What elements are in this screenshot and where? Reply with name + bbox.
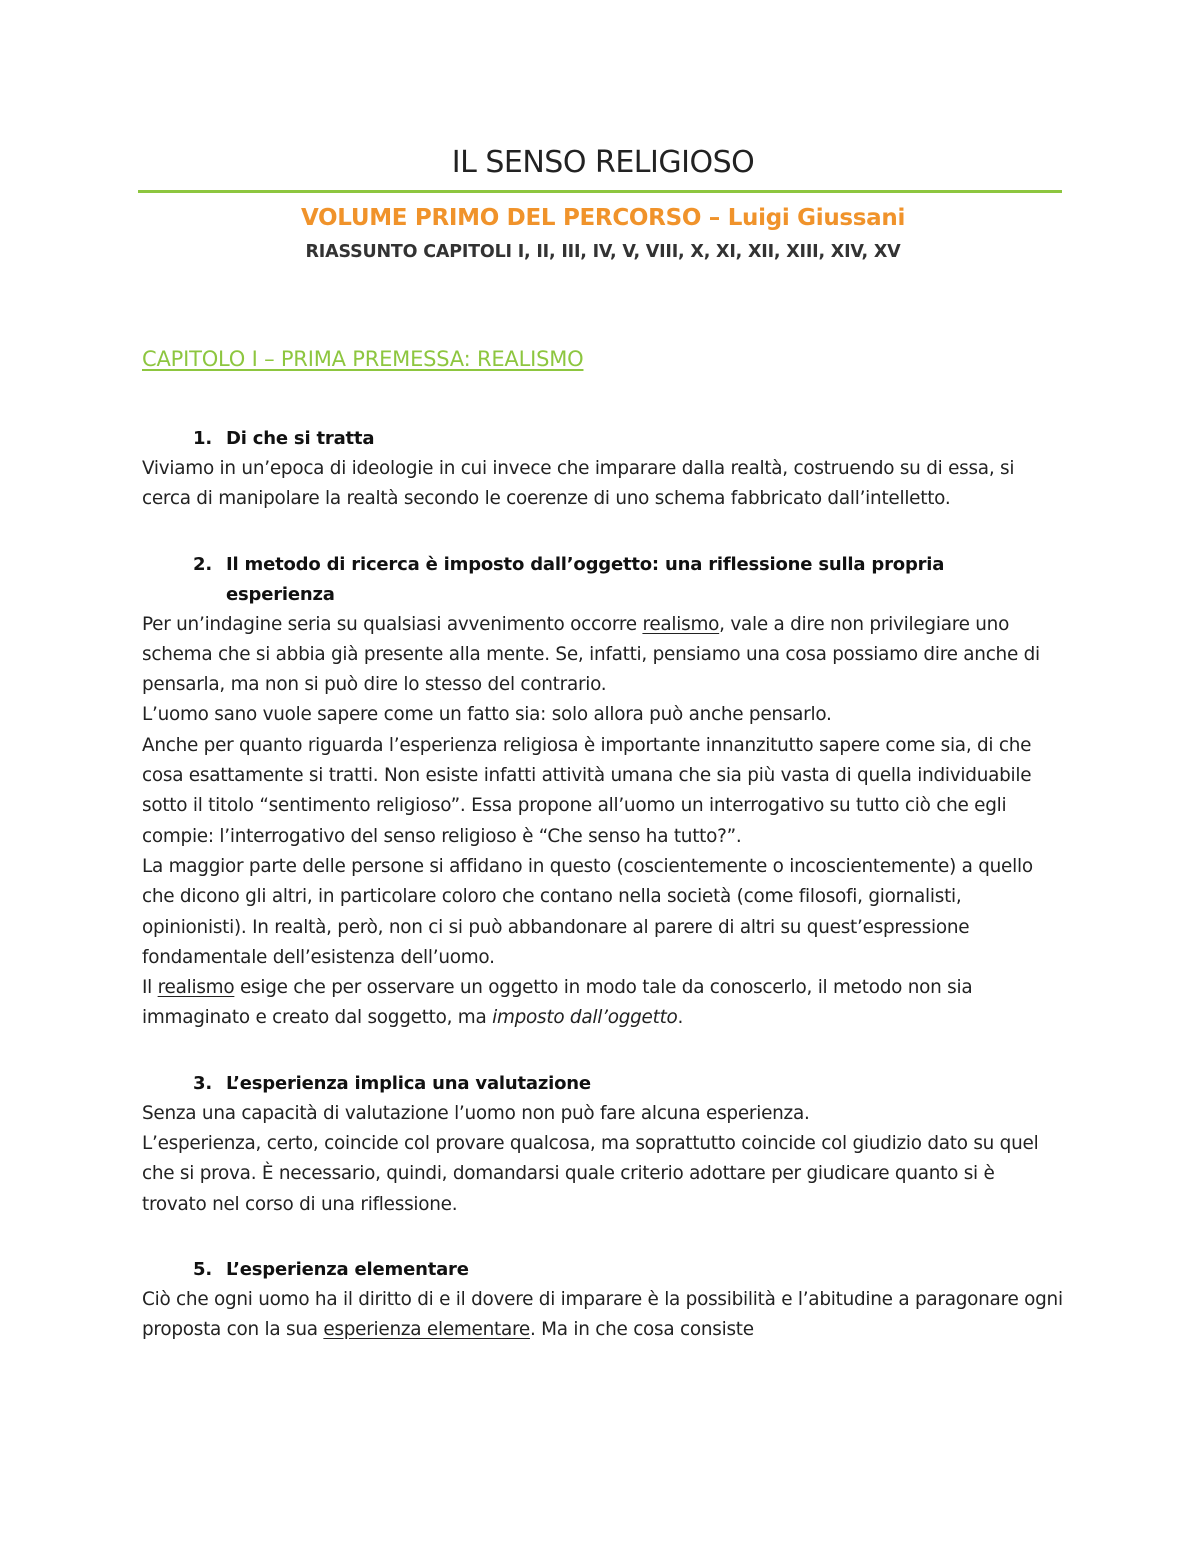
paragraph: Ciò che ogni uomo ha il diritto di e il dovere di imparare è la possibilità e l’abitudine a paragonare ogni proposta con la sua esperienza elementare. Ma in che cosa consiste	[142, 1288, 1063, 1341]
paragraph: Viviamo in un’epoca di ideologie in cui invece che imparare dalla realtà, costruendo su di essa, si cerca di manipolare la realtà secondo le coerenze di uno schema fabbricato dall’intelletto.	[142, 458, 1015, 510]
document-subtitle: VOLUME PRIMO DEL PERCORSO – Luigi Giussani	[300, 205, 906, 231]
section-number: 2.	[193, 553, 212, 575]
summary-chapters: RIASSUNTO CAPITOLI I, II, III, IV, V, VIII, X, XI, XII, XIII, XIV, XV	[305, 242, 901, 262]
paragraph: Anche per quanto riguarda l’esperienza religiosa è importante innanzitutto sapere come sia, di che cosa esattamente si tratti. Non esiste infatti attività umana che sia più vasta di quella individuabile sotto il titolo “sentimento religioso”. Essa propone all’uomo un interrogativo su tutto ciò che egli compie: l’interrogativo del senso religioso è “Che senso ha tutto?”.	[142, 734, 1032, 847]
section-number: 3.	[193, 1072, 212, 1094]
section-title: Il metodo di ricerca è imposto dall’oggetto: una riflessione sulla propria esperienza	[226, 553, 945, 605]
underlined-term: realismo	[157, 977, 235, 999]
section-heading	[142, 1255, 1064, 1285]
section-title: Di che si tratta	[226, 428, 375, 449]
chapter-heading: CAPITOLO I – PRIMA PREMESSA: REALISMO	[142, 347, 584, 371]
underlined-term: realismo	[642, 613, 720, 635]
title-divider	[138, 190, 1062, 193]
italic-term: imposto dall’oggetto	[492, 1007, 678, 1029]
document-content	[142, 140, 1064, 1346]
paragraph: Per un’indagine seria su qualsiasi avvenimento occorre realismo, vale a dire non privilegiare uno schema che si abbia già presente alla mente. Se, infatti, pensiamo una cosa possiamo dire anche di pensarla, ma non si può dire lo stesso del contrario.	[142, 613, 1040, 696]
paragraph: La maggior parte delle persone si affidano in questo (coscientemente o incoscientemente) a quello che dicono gli altri, in particolare coloro che contano nella società (come filosofi, giornalisti, opinionisti). In realtà, però, non ci si può abbandonare al parere di altri su quest’espressione fondamentale dell’esistenza dell’uomo.	[142, 855, 1033, 968]
section-heading	[142, 424, 1064, 454]
section-3	[142, 1069, 1064, 1220]
underlined-term: esperienza elementare	[323, 1319, 530, 1341]
paragraph: L’uomo sano vuole sapere come un fatto sia: solo allora può anche pensarlo.	[142, 704, 832, 726]
paragraph: Senza una capacità di valutazione l’uomo non può fare alcuna esperienza.	[142, 1102, 810, 1124]
section-number: 5.	[193, 1258, 212, 1280]
section-title: L’esperienza implica una valutazione	[226, 1072, 591, 1094]
paragraph: Il realismo esige che per osservare un oggetto in modo tale da conoscerlo, il metodo non sia immaginato e creato dal soggetto, ma imposto dall’oggetto.	[142, 977, 973, 1029]
section-5	[142, 1255, 1064, 1346]
section-2	[142, 550, 1064, 1034]
document-title: IL SENSO RELIGIOSO	[451, 145, 755, 180]
section-title: L’esperienza elementare	[226, 1258, 469, 1280]
section-number: 1.	[193, 428, 212, 449]
section-heading	[142, 1069, 1064, 1099]
section-1	[142, 424, 1064, 515]
section-heading	[142, 550, 1064, 610]
paragraph: L’esperienza, certo, coincide col provare qualcosa, ma soprattutto coincide col giudizio dato su quel che si prova. È necessario, quindi, domandarsi quale criterio adottare per giudicare quanto si è trovato nel corso di una riflessione.	[142, 1133, 1039, 1215]
